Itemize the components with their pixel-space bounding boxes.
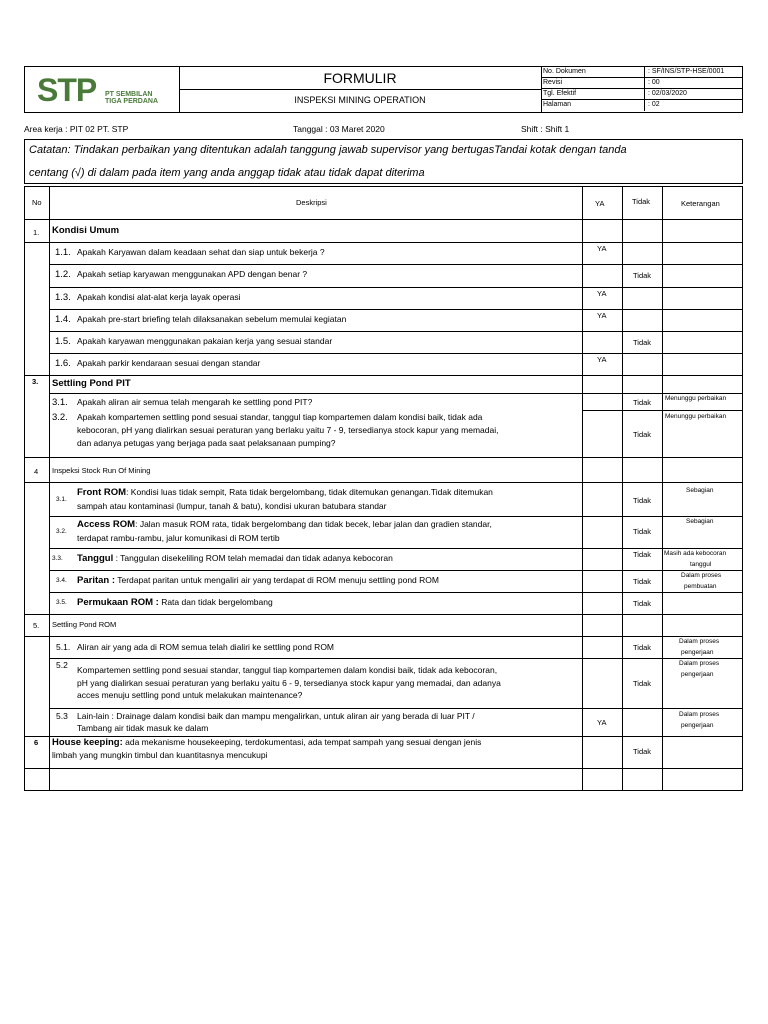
- tidak-mark[interactable]: Tidak: [633, 643, 652, 652]
- item-description-line: Kompartemen settling pond sesuai standar, tanggul tiap kompartemen dalam kondisi baik, tidak ada kebocoran,: [77, 665, 498, 675]
- meta-row: [541, 89, 742, 100]
- tidak-mark[interactable]: Tidak: [633, 550, 652, 559]
- item-description: Apakah setiap karyawan menggunakan APD dengan benar ?: [77, 269, 308, 279]
- meta-key: Halaman: [543, 101, 572, 108]
- item-label: Paritan :: [77, 575, 116, 586]
- section-title: Settling Pond ROM: [52, 620, 117, 629]
- ya-mark[interactable]: YA: [597, 718, 607, 727]
- item-description-line: [77, 519, 492, 530]
- item-label: Front ROM: [77, 487, 127, 498]
- ya-mark[interactable]: YA: [597, 244, 607, 253]
- ya-mark[interactable]: YA: [597, 289, 607, 298]
- item-text: ada mekanisme housekeeping, terdokumentasi, ada tempat sampah yang sesuai dengan jenis: [122, 737, 482, 747]
- item-label: Permukaan ROM :: [77, 597, 159, 608]
- col-header-keterangan: Keterangan: [681, 199, 720, 208]
- company-logo: [25, 67, 180, 112]
- ya-mark[interactable]: YA: [597, 355, 607, 364]
- item-label: House keeping:: [52, 737, 123, 748]
- item-number: 1.6.: [55, 358, 71, 369]
- item-description-line: [77, 575, 439, 586]
- item-text: Terdapat paritan untuk mengaliri air yang terdapat di ROM menuju settling pond ROM: [115, 575, 439, 585]
- document-meta: [541, 67, 742, 112]
- work-area: Area kerja : PIT 02 PT. STP: [24, 124, 129, 134]
- form-subtitle: INSPEKSI MINING OPERATION: [294, 95, 426, 105]
- row-number: 4: [34, 467, 39, 476]
- row-number: 3.: [32, 377, 39, 386]
- logo-subtitle-1: PT SEMBILAN: [105, 91, 153, 98]
- item-text: : Tanggulan disekeliling ROM telah memadai dan tidak adanya kebocoran: [113, 553, 393, 563]
- note-box: [24, 139, 743, 184]
- item-description: Apakah parkir kendaraan sesuai dengan standar: [77, 358, 261, 368]
- item-number: 5.2: [56, 660, 68, 670]
- item-description-line: kebocoran, pH yang dialirkan sesuai peraturan yang berlaku yaitu 7 - 9, tersedianya stock kapur yang memadai,: [77, 425, 499, 435]
- meta-value: : SF/INS/STP-HSE/0001: [648, 68, 725, 75]
- meta-value: : 02: [648, 101, 660, 108]
- meta-row: [541, 78, 742, 89]
- remark: Masih ada kebocoran: [664, 550, 727, 557]
- item-description-line: dan adanya petugas yang berjaga pada saat pelaksanaan pumping?: [77, 438, 336, 448]
- row-number: 6: [34, 738, 39, 747]
- tidak-mark[interactable]: Tidak: [633, 599, 652, 608]
- item-text: : Jalan masuk ROM rata, tidak bergelombang dan tidak becek, lebar jalan dan gradien standar,: [135, 519, 492, 529]
- note-line-1: Catatan: Tindakan perbaikan yang ditentukan adalah tanggung jawab supervisor yang bertugasTandai kotak dengan tanda: [29, 144, 627, 156]
- remark: pengerjaan: [681, 649, 714, 656]
- item-description: Apakah aliran air semua telah mengarah ke settling pond PIT?: [77, 397, 313, 407]
- item-description-line: [77, 597, 273, 608]
- inspection-date: Tanggal : 03 Maret 2020: [293, 124, 385, 134]
- shift: Shift : Shift 1: [521, 124, 570, 134]
- item-text: : Kondisi luas tidak sempit, Rata tidak bergelombang, tidak ditemukan genangan.Tidak ditemukan: [126, 487, 493, 497]
- item-number: 1.5.: [55, 336, 71, 347]
- col-header-no: No: [32, 198, 42, 207]
- item-description: Apakah karyawan menggunakan pakaian kerja yang sesuai standar: [77, 336, 333, 346]
- item-description: Apakah kondisi alat-alat kerja layak operasi: [77, 292, 241, 302]
- remark: Menunggu perbaikan: [665, 413, 727, 420]
- item-description-line: acces menuju settling pond untuk melakukan maintenance?: [77, 690, 303, 700]
- row-number: 1.: [33, 228, 40, 237]
- item-description-line: Tambang air tidak masuk ke dalam: [77, 723, 209, 733]
- stp-logo-icon: [25, 67, 179, 112]
- remark: Dalam proses: [679, 638, 720, 645]
- tidak-mark[interactable]: Tidak: [633, 496, 652, 505]
- tidak-mark[interactable]: Tidak: [633, 430, 652, 439]
- meta-row: [541, 100, 742, 112]
- logo-subtitle-2: TIGA PERDANA: [105, 98, 159, 105]
- item-label: Access ROM: [77, 519, 136, 530]
- meta-key: Tgl. Efektif: [543, 90, 577, 97]
- item-description-line: pH yang dialirkan sesuai peraturan yang berlaku yaitu 6 - 9, tersedianya stock kapur yang memadai, dan adanya: [77, 678, 501, 688]
- remark: Sebagian: [686, 487, 714, 494]
- col-header-tidak: Tidak: [632, 197, 651, 206]
- item-description-line: [77, 487, 493, 498]
- item-label: Tanggul: [77, 553, 114, 564]
- meta-row: [541, 67, 742, 78]
- item-number: 1.4.: [55, 314, 71, 325]
- item-description-line: [77, 553, 393, 564]
- remark: Menunggu perbaikan: [665, 395, 727, 402]
- form-title: FORMULIR: [323, 70, 397, 86]
- tidak-mark[interactable]: Tidak: [633, 577, 652, 586]
- item-number: 1.3.: [55, 292, 71, 303]
- tidak-mark[interactable]: Tidak: [633, 527, 652, 536]
- remark: pembuatan: [684, 583, 717, 590]
- item-number: 1.1.: [55, 247, 71, 258]
- item-description: Aliran air yang ada di ROM semua telah dialiri ke settling pond ROM: [77, 642, 335, 652]
- col-header-ya: YA: [595, 199, 605, 208]
- section-title: Kondisi Umum: [52, 225, 120, 236]
- meta-value: : 00: [648, 79, 660, 86]
- item-description-line: terdapat rambu-rambu, jalur komunikasi di ROM tertib: [77, 533, 280, 543]
- meta-key: No. Dokumen: [543, 68, 586, 75]
- item-number: 3.3.: [52, 555, 63, 562]
- item-number: 3.2.: [52, 412, 68, 423]
- remark: pengerjaan: [681, 722, 714, 729]
- tidak-mark[interactable]: Tidak: [633, 338, 652, 347]
- remark: tanggul: [690, 561, 712, 568]
- remark: Dalam proses: [681, 572, 722, 579]
- item-text: Rata dan tidak bergelombang: [158, 597, 273, 607]
- remark: pengerjaan: [681, 671, 714, 678]
- item-description-line: [52, 737, 481, 748]
- item-number: 5.3: [56, 711, 68, 721]
- tidak-mark[interactable]: Tidak: [633, 398, 652, 407]
- section-title: Inspeksi Stock Run Of Mining: [52, 466, 151, 475]
- meta-key: Revisi: [543, 79, 563, 86]
- note-line-2: centang (√) di dalam pada item yang anda anggap tidak atau tidak dapat diterima: [29, 167, 425, 179]
- item-description-line: sampah atau kontaminasi (lumpur, tanah & batu), kondisi ukuran batubara standar: [77, 501, 387, 511]
- svg-text:STP: STP: [37, 72, 97, 108]
- item-description: Apakah pre-start briefing telah dilaksanakan sebelum memulai kegiatan: [77, 314, 347, 324]
- item-description-line: Apakah kompartemen settling pond sesuai standar, tanggul tiap kompartemen dalam kondisi baik, tidak ada: [77, 412, 483, 422]
- item-number: 3.1.: [56, 496, 67, 503]
- ya-mark[interactable]: YA: [597, 311, 607, 320]
- remark: Dalam proses: [679, 660, 720, 667]
- item-number: 3.5.: [56, 599, 67, 606]
- form-title-cell: [179, 67, 542, 112]
- item-number: 3.2.: [56, 528, 67, 535]
- tidak-mark[interactable]: Tidak: [633, 747, 652, 756]
- tidak-mark[interactable]: Tidak: [633, 271, 652, 280]
- item-number: 3.4.: [56, 577, 67, 584]
- col-header-desc: Deskripsi: [296, 198, 327, 207]
- remark: Dalam proses: [679, 711, 720, 718]
- item-number: 5.1.: [56, 642, 71, 652]
- item-description: Apakah Karyawan dalam keadaan sehat dan siap untuk bekerja ?: [77, 247, 325, 257]
- item-number: 3.1.: [52, 397, 68, 408]
- meta-value: : 02/03/2020: [648, 90, 687, 97]
- row-number: 5.: [33, 621, 40, 630]
- item-description-line: limbah yang mungkin timbul dan kuantitasnya mencukupi: [52, 750, 268, 760]
- item-number: 1.2.: [55, 269, 71, 280]
- remark: Sebagian: [686, 518, 714, 525]
- document-header: [24, 66, 743, 113]
- section-title: Settling Pond PIT: [52, 378, 131, 389]
- item-description-line: Lain-lain : Drainage dalam kondisi baik dan mampu mengalirkan, untuk aliran air yang berada di luar PIT /: [77, 711, 475, 721]
- tidak-mark[interactable]: Tidak: [633, 679, 652, 688]
